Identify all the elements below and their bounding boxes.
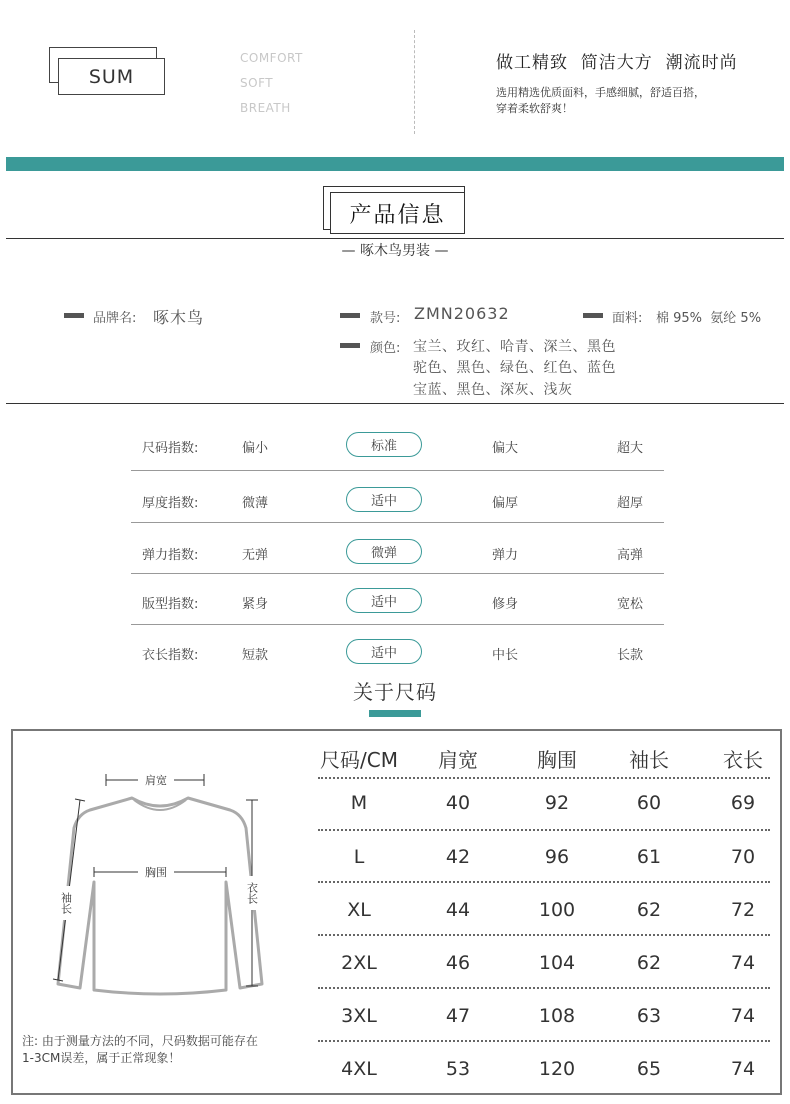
sleeve-label: 袖长 xyxy=(59,892,73,914)
table-cell: 62 xyxy=(636,899,662,921)
table-cell: 70 xyxy=(730,846,756,868)
index-option: 宽松 xyxy=(617,597,644,612)
color-line-1: 宝兰、玫红、哈青、深兰、黑色 xyxy=(413,339,616,355)
table-cell: 46 xyxy=(445,952,471,974)
index-divider xyxy=(131,573,664,574)
index-label: 版型指数: xyxy=(142,597,199,612)
table-cell: 96 xyxy=(544,846,570,868)
table-header: 袖长 xyxy=(629,748,669,772)
tag-breath: BREATH xyxy=(240,101,291,115)
table-header: 衣长 xyxy=(723,748,763,772)
table-cell: 104 xyxy=(538,952,576,974)
index-option: 弹力 xyxy=(492,548,519,563)
bullet-bar xyxy=(340,343,360,348)
index-label: 弹力指数: xyxy=(142,548,199,563)
table-cell: 42 xyxy=(445,846,471,868)
slogan: 做工精致 简洁大方 潮流时尚 xyxy=(496,53,738,73)
description-line-1: 选用精选优质面料，手感细腻，舒适百搭， xyxy=(496,86,705,99)
tag-comfort: COMFORT xyxy=(240,51,303,65)
index-option-selected: 适中 xyxy=(346,639,422,664)
row-divider xyxy=(318,1040,770,1042)
table-cell: 74 xyxy=(730,1058,756,1080)
row-divider xyxy=(318,987,770,989)
description-line-2: 穿着柔软舒爽！ xyxy=(496,102,573,115)
row-divider xyxy=(318,934,770,936)
table-cell: 74 xyxy=(730,952,756,974)
index-option: 长款 xyxy=(617,648,644,663)
model-label: 款号: xyxy=(370,311,401,326)
index-option: 高弹 xyxy=(617,548,644,563)
heading-divider xyxy=(6,238,784,239)
row-divider xyxy=(318,777,770,779)
index-divider xyxy=(131,624,664,625)
table-cell: 53 xyxy=(445,1058,471,1080)
title-underline xyxy=(369,710,421,717)
table-cell: 108 xyxy=(538,1005,576,1027)
index-option-selected: 标准 xyxy=(346,432,422,457)
color-line-2: 驼色、黑色、绿色、红色、蓝色 xyxy=(413,360,616,376)
table-cell: 62 xyxy=(636,952,662,974)
table-cell: 40 xyxy=(445,792,471,814)
table-header: 肩宽 xyxy=(438,748,478,772)
index-option: 偏大 xyxy=(492,441,519,456)
index-option-selected: 微弹 xyxy=(346,539,422,564)
accent-bar xyxy=(6,157,784,171)
index-option: 短款 xyxy=(242,648,269,663)
color-label: 颜色: xyxy=(370,341,401,356)
index-option: 偏厚 xyxy=(492,496,519,511)
bullet-bar xyxy=(64,313,84,318)
shoulder-label: 肩宽 xyxy=(145,774,167,787)
bullet-bar xyxy=(583,313,603,318)
index-option-selected: 适中 xyxy=(346,588,422,613)
product-subtitle: — 啄木鸟男装 — xyxy=(341,243,449,259)
index-option: 偏小 xyxy=(242,441,269,456)
table-cell: 2XL xyxy=(341,952,377,974)
table-cell: 92 xyxy=(544,792,570,814)
index-option: 超大 xyxy=(617,441,644,456)
table-cell: 120 xyxy=(538,1058,576,1080)
index-option: 超厚 xyxy=(617,496,644,511)
index-label: 尺码指数: xyxy=(142,441,199,456)
index-divider xyxy=(131,522,664,523)
shirt-diagram-icon xyxy=(30,762,290,1002)
index-label: 厚度指数: xyxy=(142,496,199,511)
bullet-bar xyxy=(340,313,360,318)
header-divider xyxy=(414,30,415,134)
table-cell: 3XL xyxy=(341,1005,377,1027)
fabric-value: 棉 95% 氨纶 5% xyxy=(656,311,762,326)
table-header: 尺码/CM xyxy=(320,748,398,772)
table-cell: 4XL xyxy=(341,1058,377,1080)
color-line-3: 宝蓝、黑色、深灰、浅灰 xyxy=(413,382,573,398)
index-option: 紧身 xyxy=(242,597,269,612)
table-cell: 61 xyxy=(636,846,662,868)
table-cell: 74 xyxy=(730,1005,756,1027)
table-cell: 63 xyxy=(636,1005,662,1027)
table-cell: L xyxy=(353,846,365,868)
index-option: 微薄 xyxy=(242,496,269,511)
row-divider xyxy=(318,881,770,883)
row-divider xyxy=(318,829,770,831)
length-label: 衣长 xyxy=(245,882,259,904)
brand-value: 啄木鸟 xyxy=(153,308,205,327)
model-value: ZMN20632 xyxy=(414,304,510,323)
table-cell: 72 xyxy=(730,899,756,921)
size-section-title: 关于尺码 xyxy=(353,680,437,704)
table-cell: 100 xyxy=(538,899,576,921)
brand-logo: SUM xyxy=(58,58,165,95)
table-cell: 44 xyxy=(445,899,471,921)
product-info-heading: 产品信息 xyxy=(330,192,465,234)
table-cell: M xyxy=(350,792,368,814)
table-cell: XL xyxy=(347,899,371,921)
table-header: 胸围 xyxy=(537,748,577,772)
index-option: 中长 xyxy=(492,648,519,663)
index-option: 修身 xyxy=(492,597,519,612)
index-divider xyxy=(131,470,664,471)
index-option-selected: 适中 xyxy=(346,487,422,512)
brand-label: 品牌名: xyxy=(93,311,137,326)
note-line-2: 1-3CM误差，属于正常现象！ xyxy=(22,1051,181,1065)
table-cell: 65 xyxy=(636,1058,662,1080)
index-option: 无弹 xyxy=(242,548,269,563)
chest-label: 胸围 xyxy=(145,866,167,879)
tag-soft: SOFT xyxy=(240,76,274,90)
note-line-1: 注: 由于测量方法的不同，尺码数据可能存在 xyxy=(22,1034,258,1048)
table-cell: 47 xyxy=(445,1005,471,1027)
table-cell: 69 xyxy=(730,792,756,814)
table-cell: 60 xyxy=(636,792,662,814)
info-divider xyxy=(6,403,784,404)
fabric-label: 面料: xyxy=(612,311,643,326)
index-label: 衣长指数: xyxy=(142,648,199,663)
